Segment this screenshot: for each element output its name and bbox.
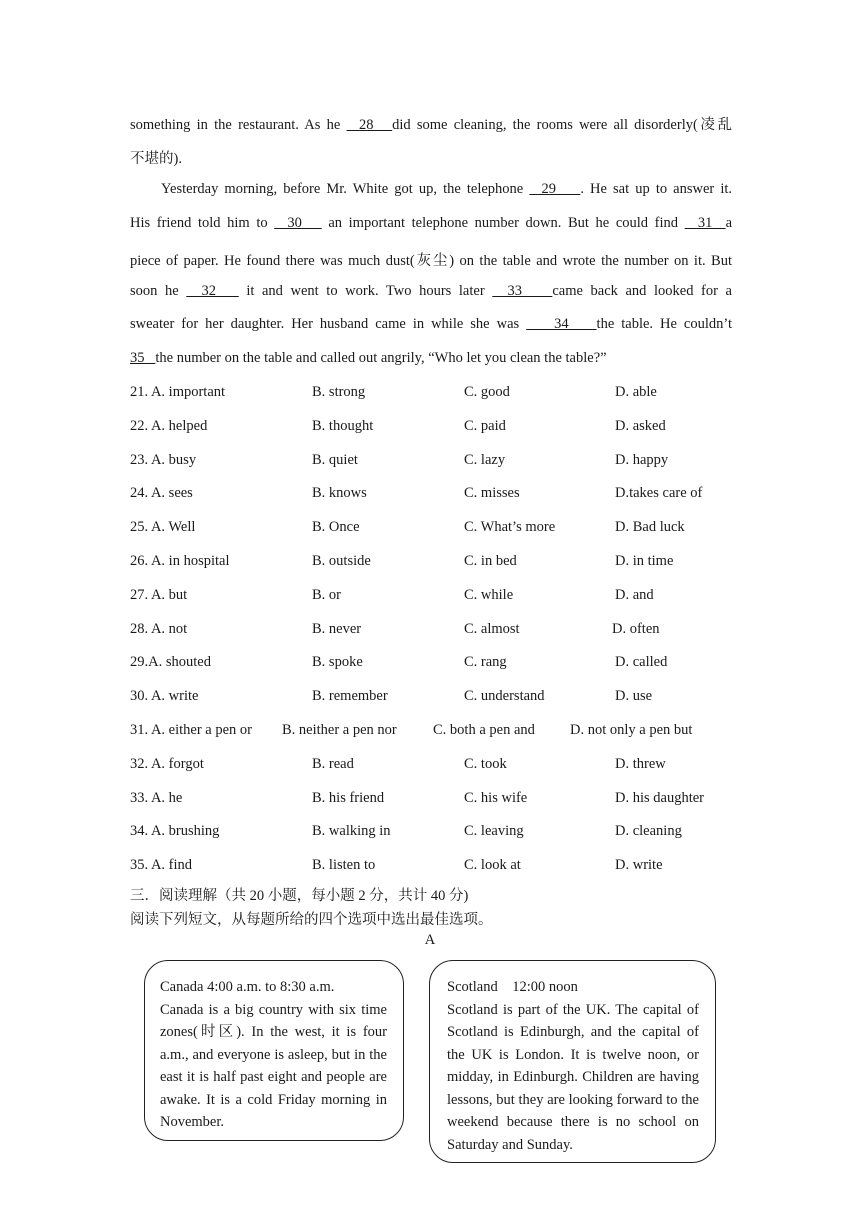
question-29-option-d: D. called xyxy=(615,654,668,670)
passage-text: the number on the table and called out angrily, “Who let you clean the table?” xyxy=(155,350,607,366)
question-35-option-b: B. listen to xyxy=(312,857,376,873)
question-26-option-b: B. outside xyxy=(312,553,371,569)
question-25-option-c: C. What’s more xyxy=(464,519,556,535)
passage-text: sweater for her daughter. Her husband came in while she was xyxy=(130,316,527,332)
answer-blank: 28 xyxy=(346,117,393,133)
passage-text: soon he xyxy=(130,283,187,299)
question-29-option-b: B. spoke xyxy=(312,654,363,670)
scotland-text-box xyxy=(429,960,716,1163)
question-28-option-b: B. never xyxy=(312,621,362,637)
passage-text: piece of paper. He found there was much dust(灰尘) on the table and wrote the number on it. But xyxy=(130,253,732,269)
section-instructions: 阅读下列短文，从每题所给的四个选项中选出最佳选项。 xyxy=(130,912,493,928)
question-23-option-d: D. happy xyxy=(615,452,669,468)
answer-blank: 35 xyxy=(130,350,156,366)
question-27-option-c: C. while xyxy=(464,587,514,603)
question-34-option-d: D. cleaning xyxy=(615,823,682,839)
passage-text: something in the restaurant. As he xyxy=(130,117,347,133)
question-30-option-c: C. understand xyxy=(464,688,545,704)
section-title: 三．阅读理解（共 20 小题，每小题 2 分，共计 40 分) xyxy=(130,888,469,904)
question-24-option-a: 24. A. sees xyxy=(130,485,193,501)
passage-line-3 xyxy=(161,181,732,198)
question-30-option-a: 30. A. write xyxy=(130,688,199,704)
question-24-option-b: B. knows xyxy=(312,485,367,501)
passage-text: His friend told him to xyxy=(130,215,275,231)
canada-text-box xyxy=(144,960,404,1141)
question-25-option-d: D. Bad luck xyxy=(615,519,685,535)
question-31-option-b: B. neither a pen nor xyxy=(282,722,397,738)
question-33-option-b: B. his friend xyxy=(312,790,385,806)
question-35-option-c: C. look at xyxy=(464,857,521,873)
passage-text: . He sat up to answer it. xyxy=(580,181,733,197)
passage-text: did some cleaning, the rooms were all disorderly(凌乱 xyxy=(392,117,732,133)
passage-line-2 xyxy=(130,147,182,168)
question-25-option-b: B. Once xyxy=(312,519,360,535)
passage-line-4 xyxy=(130,215,732,232)
question-33-option-a: 33. A. he xyxy=(130,790,183,806)
passage-line-7 xyxy=(130,316,732,333)
question-34-option-b: B. walking in xyxy=(312,823,391,839)
answer-blank: 30 xyxy=(274,215,322,231)
passage-text: came back and looked for a xyxy=(552,283,732,299)
question-27-option-d: D. and xyxy=(615,587,654,603)
passage-text: an important telephone number down. But he could find xyxy=(321,215,685,231)
question-32-option-c: C. took xyxy=(464,756,507,772)
question-31-option-d: D. not only a pen but xyxy=(570,722,693,738)
question-23-option-c: C. lazy xyxy=(464,452,506,468)
answer-blank: 32 xyxy=(186,283,239,299)
question-21-option-d: D. able xyxy=(615,384,657,400)
question-29-option-a: 29.A. shouted xyxy=(130,654,211,670)
question-22-option-b: B. thought xyxy=(312,418,374,434)
question-27-option-a: 27. A. but xyxy=(130,587,188,603)
question-26-option-c: C. in bed xyxy=(464,553,517,569)
question-21-option-c: C. good xyxy=(464,384,510,400)
answer-blank: 31 xyxy=(684,215,726,231)
question-21-option-a: 21. A. important xyxy=(130,384,226,400)
question-26-option-d: D. in time xyxy=(615,553,674,569)
answer-blank: 34 xyxy=(526,316,597,332)
passage-text: Yesterday morning, before Mr. White got up, the telephone xyxy=(161,181,530,197)
question-23-option-a: 23. A. busy xyxy=(130,452,197,468)
question-22-option-d: D. asked xyxy=(615,418,666,434)
passage-text: the table. He couldn’t xyxy=(596,316,732,332)
canada-body: Canada is a big country with six time zones(时区). In the west, it is four a.m., and everyone is asleep, but in the east it is half past eight and people are awake. It is a cold Friday morning in November. xyxy=(160,1001,387,1130)
question-34-option-a: 34. A. brushing xyxy=(130,823,220,839)
question-28-option-a: 28. A. not xyxy=(130,621,188,637)
question-31-option-a: 31. A. either a pen or xyxy=(130,722,253,738)
question-33-option-c: C. his wife xyxy=(464,790,528,806)
passage-line-5 xyxy=(130,249,732,270)
passage-text: it and went to work. Two hours later xyxy=(238,283,493,299)
passage-text: 不堪的). xyxy=(130,151,182,167)
question-30-option-d: D. use xyxy=(615,688,653,704)
question-30-option-b: B. remember xyxy=(312,688,388,704)
question-32-option-d: D. threw xyxy=(615,756,666,772)
scotland-heading: Scotland 12:00 noon xyxy=(447,979,578,995)
question-21-option-b: B. strong xyxy=(312,384,366,400)
scotland-body: Scotland is part of the UK. The capital of Scotland is Edinburgh, and the capital of the UK is London. It is twelve noon, or midday, in Edinburgh. Children are having lessons, but they are looking forward to the weekend because there is no school on Saturday and Sunday. xyxy=(447,1001,699,1153)
question-24-option-c: C. misses xyxy=(464,485,520,501)
question-22-option-a: 22. A. helped xyxy=(130,418,208,434)
question-33-option-d: D. his daughter xyxy=(615,790,704,806)
question-26-option-a: 26. A. in hospital xyxy=(130,553,230,569)
question-22-option-c: C. paid xyxy=(464,418,506,434)
passage-text: a xyxy=(725,215,732,231)
passage-line-6 xyxy=(130,283,732,300)
question-23-option-b: B. quiet xyxy=(312,452,358,468)
question-24-option-d: D.takes care of xyxy=(615,485,703,501)
passage-line-8 xyxy=(130,350,607,367)
question-34-option-c: C. leaving xyxy=(464,823,524,839)
question-35-option-a: 35. A. find xyxy=(130,857,193,873)
question-32-option-b: B. read xyxy=(312,756,354,772)
passage-label: A xyxy=(424,932,436,948)
question-35-option-d: D. write xyxy=(615,857,663,873)
question-28-option-c: C. almost xyxy=(464,621,520,637)
question-27-option-b: B. or xyxy=(312,587,341,603)
question-29-option-c: C. rang xyxy=(464,654,507,670)
passage-line-1 xyxy=(130,113,732,134)
question-28-option-d: D. often xyxy=(612,621,660,637)
question-32-option-a: 32. A. forgot xyxy=(130,756,204,772)
question-31-option-c: C. both a pen and xyxy=(433,722,535,738)
answer-blank: 29 xyxy=(529,181,581,197)
canada-heading: Canada 4:00 a.m. to 8:30 a.m. xyxy=(160,979,335,995)
question-25-option-a: 25. A. Well xyxy=(130,519,196,535)
answer-blank: 33 xyxy=(492,283,553,299)
